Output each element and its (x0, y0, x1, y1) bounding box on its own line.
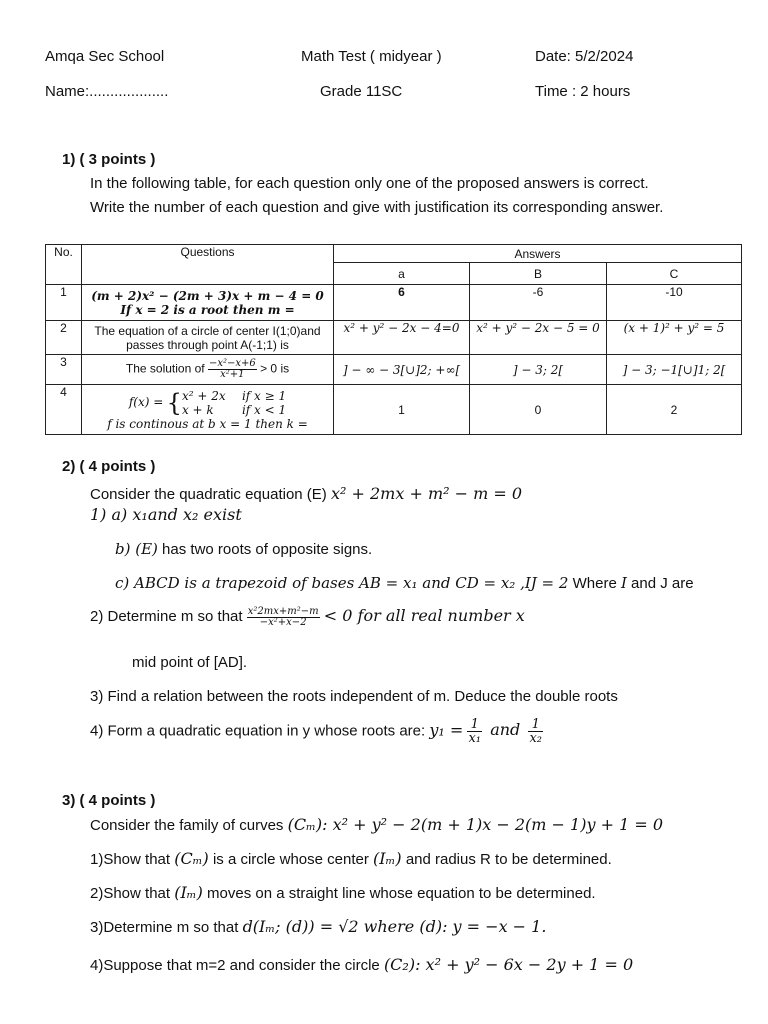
student-name: Name:................... (45, 83, 169, 100)
q2-part1c: c) ABCD is a trapezoid of bases AB = x₁ and CD = x₂ ,IJ = 2 Where I and J are (115, 574, 694, 592)
answer-c: -10 (607, 285, 742, 321)
answer-a: 1 (334, 385, 470, 435)
school-name: Amqa Sec School (45, 48, 165, 65)
answer-c: 2 (607, 385, 742, 435)
row-no: 1 (46, 285, 82, 321)
answer-b: x² + y² − 2x − 5 = 0 (470, 321, 607, 355)
q2-part4: 4) Form a quadratic equation in y whose roots are: y₁ = $\frac{1}{\text{x₁}}$ and $\frac{1}{\text{x₂}}$ (90, 717, 542, 746)
q2-intro: Consider the quadratic equation (E) x² + 2mx + m² − m = 0 (90, 484, 523, 503)
header-no: No. (46, 245, 82, 285)
q3-part3: 3)Determine m so that d(Iₘ; (d)) = √2 where (d): y = −x − 1. (90, 917, 547, 936)
row2-text-1: The equation of a circle of center I(1;0)and (94, 323, 321, 338)
test-title: Math Test ( midyear ) (301, 48, 442, 65)
header-a: a (334, 263, 470, 285)
grade: Grade 11SC (320, 83, 403, 100)
q3-part4: 4)Suppose that m=2 and consider the circle (C₂): x² + y² − 6x − 2y + 1 = 0 (90, 955, 634, 974)
q2-frac-y2: $\frac{1}{\text{x₂}}$ (529, 717, 542, 746)
row2-text-2: passes through point A(-1;1) is (126, 337, 289, 352)
row4-cond-2: if x < 1 (241, 402, 287, 417)
table-row (46, 355, 742, 385)
q3-part1: 1)Show that (Cₘ) is a circle whose center (Iₘ) and radius R to be determined. (90, 849, 612, 868)
answer-a: x² + y² − 2x − 4=0 (334, 321, 470, 355)
q3-part2: 2)Show that (Iₘ) moves on a straight line whose equation to be determined. (90, 883, 596, 902)
q2-part1b: b) (E) has two roots of opposite signs. (115, 540, 373, 558)
answer-b: ] − 3; 2[ (470, 355, 607, 385)
q2-midpoint: mid point of [AD]. (132, 654, 248, 671)
q1-instruction-2: Write the number of each question and give with justification its corresponding answer. (90, 199, 664, 216)
q1-instruction-1: In the following table, for each question only one of the proposed answers is correct. (90, 175, 649, 192)
row4-condition: f is continous at b x = 1 then k = (107, 416, 308, 431)
q2-part3: 3) Find a relation between the roots independent of m. Deduce the double roots (90, 688, 618, 705)
row4-cond-1: if x ≥ 1 (241, 388, 287, 403)
q2-heading: 2) ( 4 points ) (62, 458, 156, 475)
q2-part1a: 1) a) x₁and x₂ exist (90, 505, 242, 524)
q2-equation: x² + 2mx + m² − m = 0 (330, 484, 523, 503)
q2-fraction: $\frac{\text{x²2mx+m²−m}}{\text{−x²+x−2}}$ (247, 605, 319, 628)
row4-piece-2: x + k (181, 402, 214, 417)
table-row (46, 321, 742, 355)
q3-intro: Consider the family of curves (Cₘ): x² + y² − 2(m + 1)x − 2(m − 1)y + 1 = 0 (90, 815, 663, 834)
row-no: 4 (46, 385, 82, 435)
q1-heading: 1) ( 3 points ) (62, 151, 156, 168)
row3-text-post: > 0 is (260, 361, 290, 376)
q3-heading: 3) ( 4 points ) (62, 792, 156, 809)
row3-fraction: $\frac{\text{−x²−x+6}}{\text{x²+1}}$ (208, 358, 256, 380)
test-date: Date: 5/2/2024 (535, 48, 634, 65)
header-b: B (470, 263, 607, 285)
q2-frac-y1: $\frac{1}{\text{x₁}}$ (468, 717, 482, 746)
header-questions: Questions (82, 245, 334, 285)
answer-b: -6 (470, 285, 607, 321)
row-no: 3 (46, 355, 82, 385)
test-duration: Time : 2 hours (535, 83, 631, 100)
header-answers: Answers (334, 245, 742, 263)
left-brace-icon: { (166, 388, 182, 417)
row4-function: f(x) = (128, 394, 164, 409)
mcq-table (45, 244, 742, 435)
answer-a: ] − ∞ − 3[∪]2; +∞[ (334, 355, 470, 385)
answer-b: 0 (470, 385, 607, 435)
q2-part2: 2) Determine m so that $\frac{\text{x²2mx+m²−m}}{\text{−x²+x−2}}$ < 0 for all real number x (90, 605, 525, 628)
answer-c: (x + 1)² + y² = 5 (607, 321, 742, 355)
table-row (46, 285, 742, 321)
answer-a: 6 (334, 285, 470, 321)
row3-text: The solution of (125, 361, 205, 376)
answer-c: ] − 3; −1[∪]1; 2[ (607, 355, 742, 385)
row1-equation: (m + 2)x² − (2m + 3)x + m − 4 = 0 (91, 288, 324, 303)
row-no: 2 (46, 321, 82, 355)
header-c: C (607, 263, 742, 285)
row4-piece-1: x² + 2x (181, 388, 226, 403)
table-row (46, 385, 742, 435)
row1-condition: If x = 2 is a root then m = (120, 302, 295, 317)
